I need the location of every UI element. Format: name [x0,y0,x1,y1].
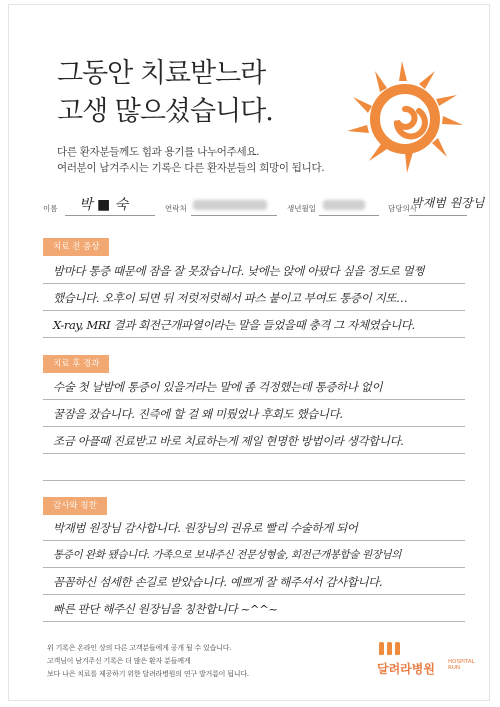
footer-note-line3: 보다 나은 치료를 제공하기 위한 달려라병원의 연구 발거름이 됩니다. [47,670,249,678]
page-title-line1: 그동안 치료받느라 [57,58,266,89]
writing-rule [43,453,465,454]
writing-rule [43,283,465,284]
writing-rule [43,310,465,311]
logo-name: 달려라병원 [377,662,435,676]
handwriting-line: X-ray, MRI 결과 회전근개파열이라는 말을 들었을때 충격 그 자체였습니다. [53,318,415,332]
footer-note-line1: 위 기록은 온라인 상의 다른 고객분들에게 공개 될 수 있습니다. [47,644,232,652]
writing-rule [43,540,465,541]
section-badge-after: 치료 후 경과 [43,355,109,373]
section-badge-thanks: 감사와 칭찬 [43,497,107,515]
writing-rule [43,399,465,400]
name-underline [65,215,155,216]
doctor-underline [409,215,467,216]
handwriting-line: 조금 아플때 진료받고 바로 치료하는게 제일 현명한 방법이라 생각합니다. [53,434,404,448]
contact-label: 연락처 [165,204,187,213]
logo-english: HOSPITAL RUN [448,659,475,671]
intro-line1: 다른 환자분들께도 힘과 용기를 나누어주세요. [57,146,260,158]
handwriting-line: 통증이 완화 됐습니다. 가족으로 보내주신 전문성형술, 회전근개봉합술 원장님의 [53,549,401,561]
birth-label: 생년월일 [287,204,316,213]
birth-redacted [323,200,365,210]
handwriting-line: 밤마다 통증 때문에 잠을 잘 못잤습니다. 낮에는 앉에 아팠다 싶을 정도로 멀쩡 [53,264,425,278]
name-value: 박 ■ 숙 [79,197,129,213]
logo-mark-icon [379,642,409,656]
name-label: 이름 [43,204,58,213]
birth-underline [319,215,379,216]
sun-icon [339,57,469,177]
page-title-line2: 고생 많으셨습니다. [57,96,273,127]
writing-rule [43,480,465,481]
writing-rule [43,426,465,427]
writing-rule [43,567,465,568]
testimonial-form [8,4,490,701]
hospital-logo [377,642,477,682]
doctor-value: 박재범 원장님 [411,196,485,210]
footer-note-line2: 고객님이 남겨주신 기록은 더 많은 환자 분들께게 [47,657,191,665]
doctor-label: 담당의사 [388,204,417,213]
handwriting-line: 박재범 원장님 감사합니다. 원장님의 권유로 빨리 수술하게 되어 [53,521,358,535]
writing-rule [43,621,465,622]
handwriting-line: 빠른 판단 해주신 원장님을 칭찬합니다 ~^^~ [53,602,278,616]
handwriting-line: 꼼꼼하신 섬세한 손길로 받았습니다. 예쁘게 잘 해주셔서 감사합니다. [53,575,383,589]
intro-line2: 여러분이 남겨주시는 기록은 다른 환자분들의 희망이 됩니다. [57,162,325,174]
handwriting-line: 했습니다. 오후이 되면 뒤 저럿저럿해서 파스 붙이고 부여도 통증이 지또… [53,291,408,305]
patient-info-row [43,191,485,221]
contact-underline [191,215,277,216]
writing-rule [43,337,465,338]
handwriting-line: 꿀잠을 잤습니다. 진즉에 할 걸 왜 미뤘었나 후회도 했습니다. [53,407,343,421]
section-badge-before: 치료 전 증상 [43,238,109,256]
handwriting-line: 수술 첫 날밤에 통증이 있을거라는 말에 좀 걱정했는데 통증하나 없이 [53,380,383,394]
contact-redacted [193,200,267,210]
writing-rule [43,594,465,595]
